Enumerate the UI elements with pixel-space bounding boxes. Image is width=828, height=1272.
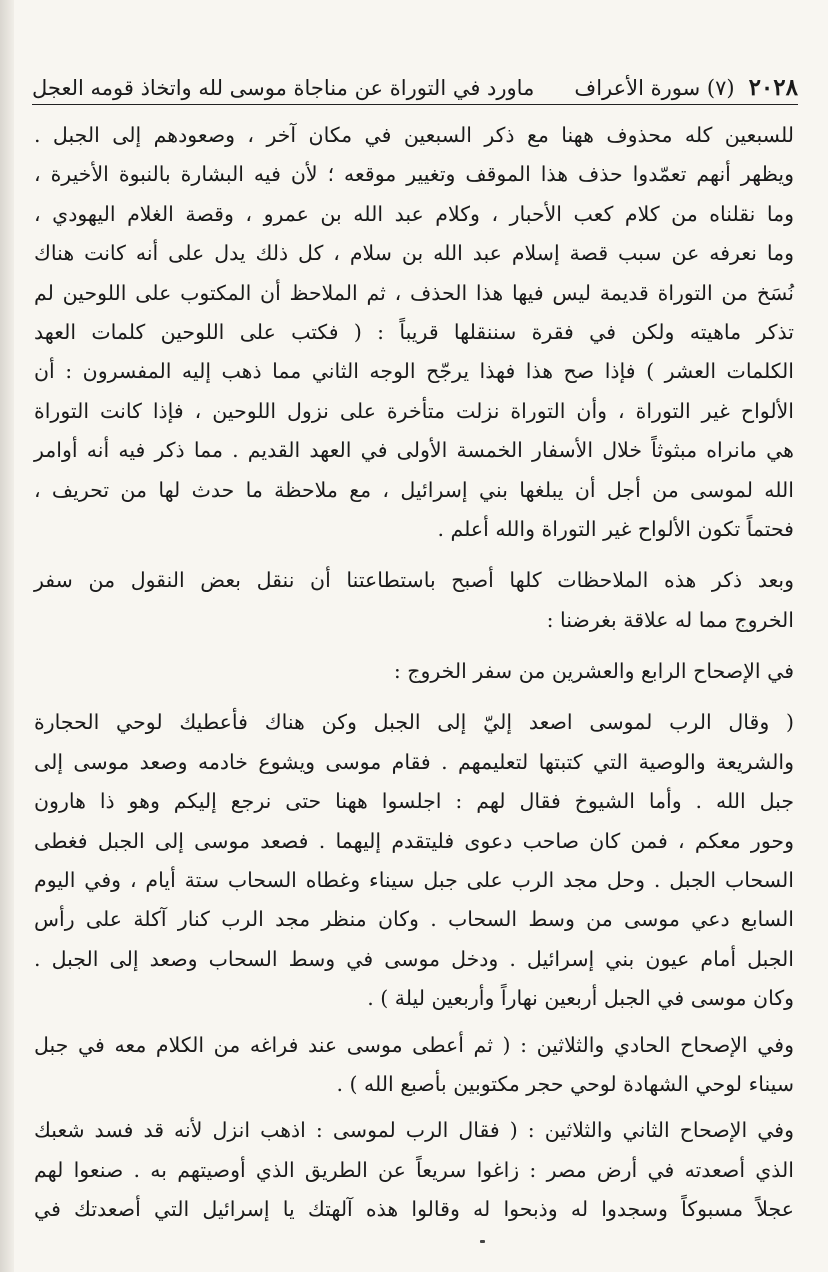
text-line: وفي الإصحاح الثاني والثلاثين : ( فقال الرب لموسى : اذهب انزل لأنه قد فسد شعبك — [34, 1118, 794, 1143]
text-line: الكلمات العشر ) فإذا صح هذا فهذا يرجّح الوجه الثاني مما ذهب إليه المفسرون : أن — [34, 359, 794, 384]
text-line: ( وقال الرب لموسى اصعد إليّ إلى الجبل وكن هناك فأعطيك لوحي الحجارة — [34, 710, 794, 735]
text-line: سيناء لوحي الشهادة لوحي حجر مكتوبين بأصبع الله ) . — [336, 1071, 794, 1096]
text-line: الله لموسى من أجل أن يبلغها بني إسرائيل ، مع ملاحظة ما حدث لها من تحريف ، — [34, 477, 794, 502]
text-line: فحتماً تكون الألواح غير التوراة والله أعلم . — [437, 516, 794, 541]
paragraph — [34, 1026, 794, 1105]
text-line: للسبعين كله محذوف ههنا مع ذكر السبعين في مكان آخر ، وصعودهم إلى الجبل . — [34, 123, 794, 147]
text-line: في الإصحاح الرابع والعشرين من سفر الخروج : — [393, 659, 794, 684]
header-right — [574, 74, 798, 102]
text-line: جبل الله . وأما الشيوخ فقال لهم : اجلسوا ههنا حتى نرجع إليكم وهو ذا هارون — [34, 789, 794, 814]
text-line: الجبل أمام عيون بني إسرائيل . ودخل موسى في وسط السحاب وصعد إلى الجبل . — [34, 946, 794, 971]
text-line: السابع دعي موسى من وسط السحاب . وكان منظر مجد الرب كنار آكلة على رأس — [34, 907, 794, 932]
text-line: الذي أصعدته في أرض مصر : زاغوا سريعاً عن الطريق الذي أوصيتهم به . صنعوا لهم — [34, 1157, 794, 1182]
paragraph — [34, 652, 794, 691]
text-line: الألواح غير التوراة ، وأن التوراة نزلت متأخرة على نزول اللوحين ، فإذا كانت التوراة — [34, 398, 794, 423]
text-line: والشريعة والوصية التي كتبتها لتعليمهم . فقام موسى ويشوع خادمه وصعد موسى إلى — [34, 749, 794, 774]
text-line: ويظهر أنهم تعمّدوا حذف هذا الموقف وتغيير موقعه ؛ لأن فيه البشارة بالنبوة الأخيرة ، — [34, 162, 794, 187]
paragraph — [34, 561, 794, 640]
text-line: نُسَخ من التوراة قديمة ليس فيها هذا الحذف ، ثم الملاحظ أن المكتوب على اللوحين لم — [34, 280, 794, 305]
text-line: السحاب الجبل . وحل مجد الرب على جبل سيناء وغطاه السحاب ستة أيام ، وفي اليوم — [34, 868, 794, 893]
paragraph — [34, 703, 794, 1018]
text-line: الخروج مما له علاقة بغرضنا : — [546, 607, 794, 632]
text-line: هي مانراه مبثوثاً خلال الأسفار الخمسة الأولى في العهد القديم . مما ذكر فيه أنه أوامر — [34, 438, 794, 463]
page-body — [34, 116, 794, 1230]
text-line: وحور معكم ، فمن كان صاحب دعوى فليتقدم إليهما . فصعد موسى إلى الجبل فغطى — [34, 828, 794, 853]
paragraph — [34, 1111, 794, 1229]
text-line: تذكر ماهيته ولكن في فقرة سننقلها قريباً : ( فكتب على اللوحين كلمات العهد — [34, 319, 794, 344]
text-line: وما نعرفه عن سبب قصة إسلام عبد الله بن سلام ، كل ذلك يدل على أنه كانت هناك — [34, 241, 794, 266]
page-header — [32, 58, 798, 102]
paragraph — [34, 116, 794, 549]
text-line: عجلاً مسبوكاً وسجدوا له وذبحوا له وقالوا هذه آلهتك يا إسرائيل التي أصعدتك في — [34, 1197, 794, 1222]
text-line: وبعد ذكر هذه الملاحظات كلها أصبح باستطاعتنا أن ننقل بعض النقول من سفر — [34, 568, 794, 593]
text-line: وما نقلناه من كلام كعب الأحبار ، وكلام عبد الله بن عمرو ، وقصة الغلام اليهودي ، — [34, 201, 794, 226]
binding-edge — [0, 0, 14, 1272]
page-number: ٢٠٢٨ — [748, 74, 798, 101]
running-title: ماورد في التوراة عن مناجاة موسى لله واتخاذ قومه العجل — [32, 76, 535, 100]
print-speck — [480, 1240, 485, 1243]
header-divider — [32, 104, 798, 105]
surah-label: (٧) سورة الأعراف — [574, 76, 735, 100]
text-line: وكان موسى في الجبل أربعين نهاراً وأربعين ليلة ) . — [367, 986, 794, 1011]
text-line: وفي الإصحاح الحادي والثلاثين : ( ثم أعطى موسى عند فراغه من الكلام معه في جبل — [34, 1032, 794, 1057]
